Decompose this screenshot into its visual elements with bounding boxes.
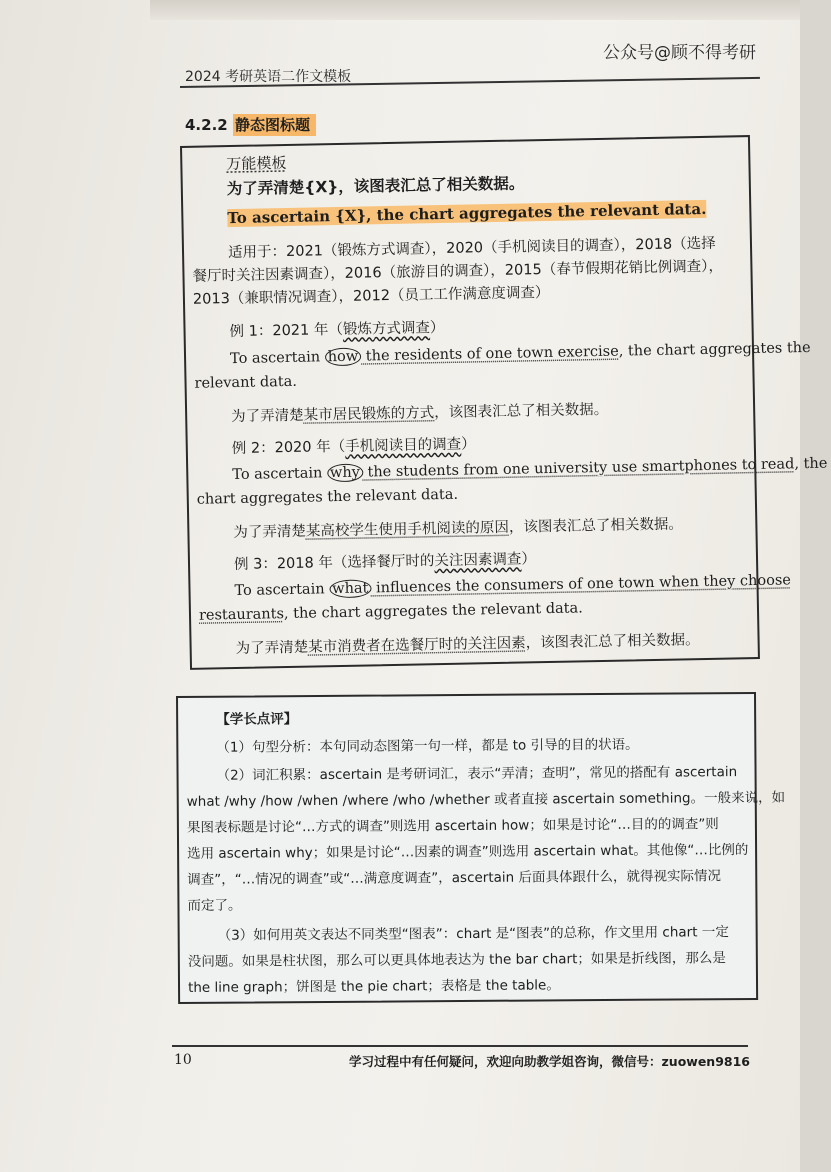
en-pre: To ascertain: [232, 465, 328, 484]
example-2-en: [232, 456, 827, 483]
cn-underlined: 某高校学生使用手机阅读的原因: [305, 519, 510, 540]
example-3-en: [234, 572, 791, 599]
example-2-en-line2: chart aggregates the relevant data.: [196, 486, 459, 508]
review-title: 【学长点评】: [216, 711, 298, 728]
en-circled-word: why: [327, 464, 363, 483]
en-underlined: the students from one university use smartphones to read: [362, 456, 795, 481]
review-box: [176, 692, 786, 1004]
example-3-label: [234, 547, 536, 574]
example-1-cn: [231, 398, 608, 426]
review-point-1: （1）句型分析：本句同动态图第一句一样，都是 to 引导的目的状语。: [216, 736, 639, 756]
cn-underlined: 某市消费者在选餐厅时的关注因素: [308, 635, 526, 656]
section-title: 静态图标题: [233, 114, 316, 136]
review-point-2-line-6: 而定了。: [187, 897, 242, 914]
example-label-suffix: ）: [521, 551, 537, 568]
example-3-cn: [235, 628, 699, 658]
cn-pre: 为了弄清楚: [231, 407, 304, 426]
example-label-suffix: ）: [460, 436, 476, 453]
example-label-topic: 关注因素调查: [434, 551, 522, 570]
review-point-2-line-4: 选用 ascertain why；如果是讨论“…因素的调查”则选用 ascertain what。其他像“…比例的: [187, 842, 749, 862]
example-1-label: [229, 316, 444, 341]
watermark-text: 公众号@顾不得考研: [603, 43, 756, 63]
review-point-2-line-1: （2）词汇积累：ascertain 是考研词汇，表示“弄清；查明”，常见的搭配有 ascertain: [216, 764, 738, 784]
example-label-topic: 锻炼方式调查: [342, 320, 431, 338]
review-point-3-line-1: （3）如何用英文表达不同类型“图表”：chart 是“图表”的总称，作文里用 chart 一定: [217, 924, 729, 944]
review-point-3-line-2: 没问题。如果是柱状图，那么可以更具体地表达为 the bar chart；如果是折线图，那么是: [187, 950, 726, 970]
template-box: [180, 135, 828, 670]
section-heading: [185, 114, 316, 135]
template-en-text: To ascertain {X}, the chart aggregates the relevant data.: [227, 199, 707, 228]
example-2-label: [232, 432, 476, 458]
applies-line-1: 适用于：2021（锻炼方式调查），2020（手机阅读目的调查），2018（选择: [227, 235, 716, 262]
example-3-en-line2: [199, 600, 583, 623]
cn-pre: 为了弄清楚: [233, 523, 307, 542]
applies-line-3: 2013（兼职情况调查），2012（员工工作满意度调查）: [192, 284, 550, 308]
review-point-2-line-2: what /why /how /when /where /who /whether 或者直接 ascertain something。一般来说，如: [186, 789, 786, 810]
en-pre: To ascertain: [234, 581, 330, 600]
page-number: 10: [174, 1052, 192, 1068]
cn-pre: 为了弄清楚: [235, 639, 309, 658]
example-label-suffix: ）: [429, 319, 445, 337]
en-line2-underlined: restaurants: [198, 606, 285, 624]
en-circled-word: what: [329, 579, 372, 598]
en-pre: To ascertain: [229, 349, 325, 368]
review-point-3-line-3: the line graph；饼图是 the pie chart；表格是 the table。: [187, 977, 560, 996]
header-title: 2024 考研英语二作文模板: [185, 69, 352, 85]
footer-note: 学习过程中有任何疑问，欢迎向助教学姐咨询，微信号：zuowen9816: [349, 1054, 750, 1069]
example-1-en-line2: relevant data.: [194, 373, 298, 392]
cn-post: ，该图表汇总了相关数据。: [508, 516, 684, 536]
en-line2-rest: , the chart aggregates the relevant data.: [283, 600, 583, 623]
template-label: 万能模板: [226, 153, 287, 174]
example-1-en: [230, 340, 811, 367]
en-underlined: influences the consumers of one town when they choose: [371, 572, 792, 597]
example-label-prefix: 例 2：2020 年（: [231, 438, 346, 458]
page-top-edge: [150, 0, 800, 20]
section-number: 4.2.2: [185, 116, 228, 134]
en-post: , the chart aggregates the: [618, 339, 811, 360]
footer-divider: [172, 1045, 748, 1047]
example-label-topic: 手机阅读目的调查: [345, 436, 462, 455]
en-underlined: the residents of one town exercise: [361, 343, 619, 365]
example-2-cn: [233, 512, 683, 542]
template-en-sentence: [227, 200, 706, 227]
cn-underlined: 某市居民锻炼的方式: [303, 405, 435, 424]
applies-line-2: 餐厅时关注因素调查），2016（旅游目的调查），2015（春节假期花销比例调查），: [192, 258, 724, 285]
cn-post: ，该图表汇总了相关数据。: [434, 401, 609, 422]
cn-post: ，该图表汇总了相关数据。: [525, 632, 700, 652]
example-label-prefix: 例 1：2021 年（: [229, 321, 344, 341]
review-point-2-line-3: 果图表标题是讨论“…方式的调查”则选用 ascertain how；如果是讨论“…目的的调查”则: [186, 816, 719, 836]
template-cn-sentence: 为了弄清楚{X}，该图表汇总了相关数据。: [226, 174, 525, 199]
en-post: , the: [794, 455, 828, 473]
en-circled-word: how: [325, 348, 362, 367]
review-point-2-line-5: 调查”，“…情况的调查”或“…满意度调查”，ascertain 后面具体跟什么，就得视实际情况: [187, 868, 722, 888]
example-label-prefix: 例 3：2018 年（选择餐厅时的: [233, 553, 435, 574]
